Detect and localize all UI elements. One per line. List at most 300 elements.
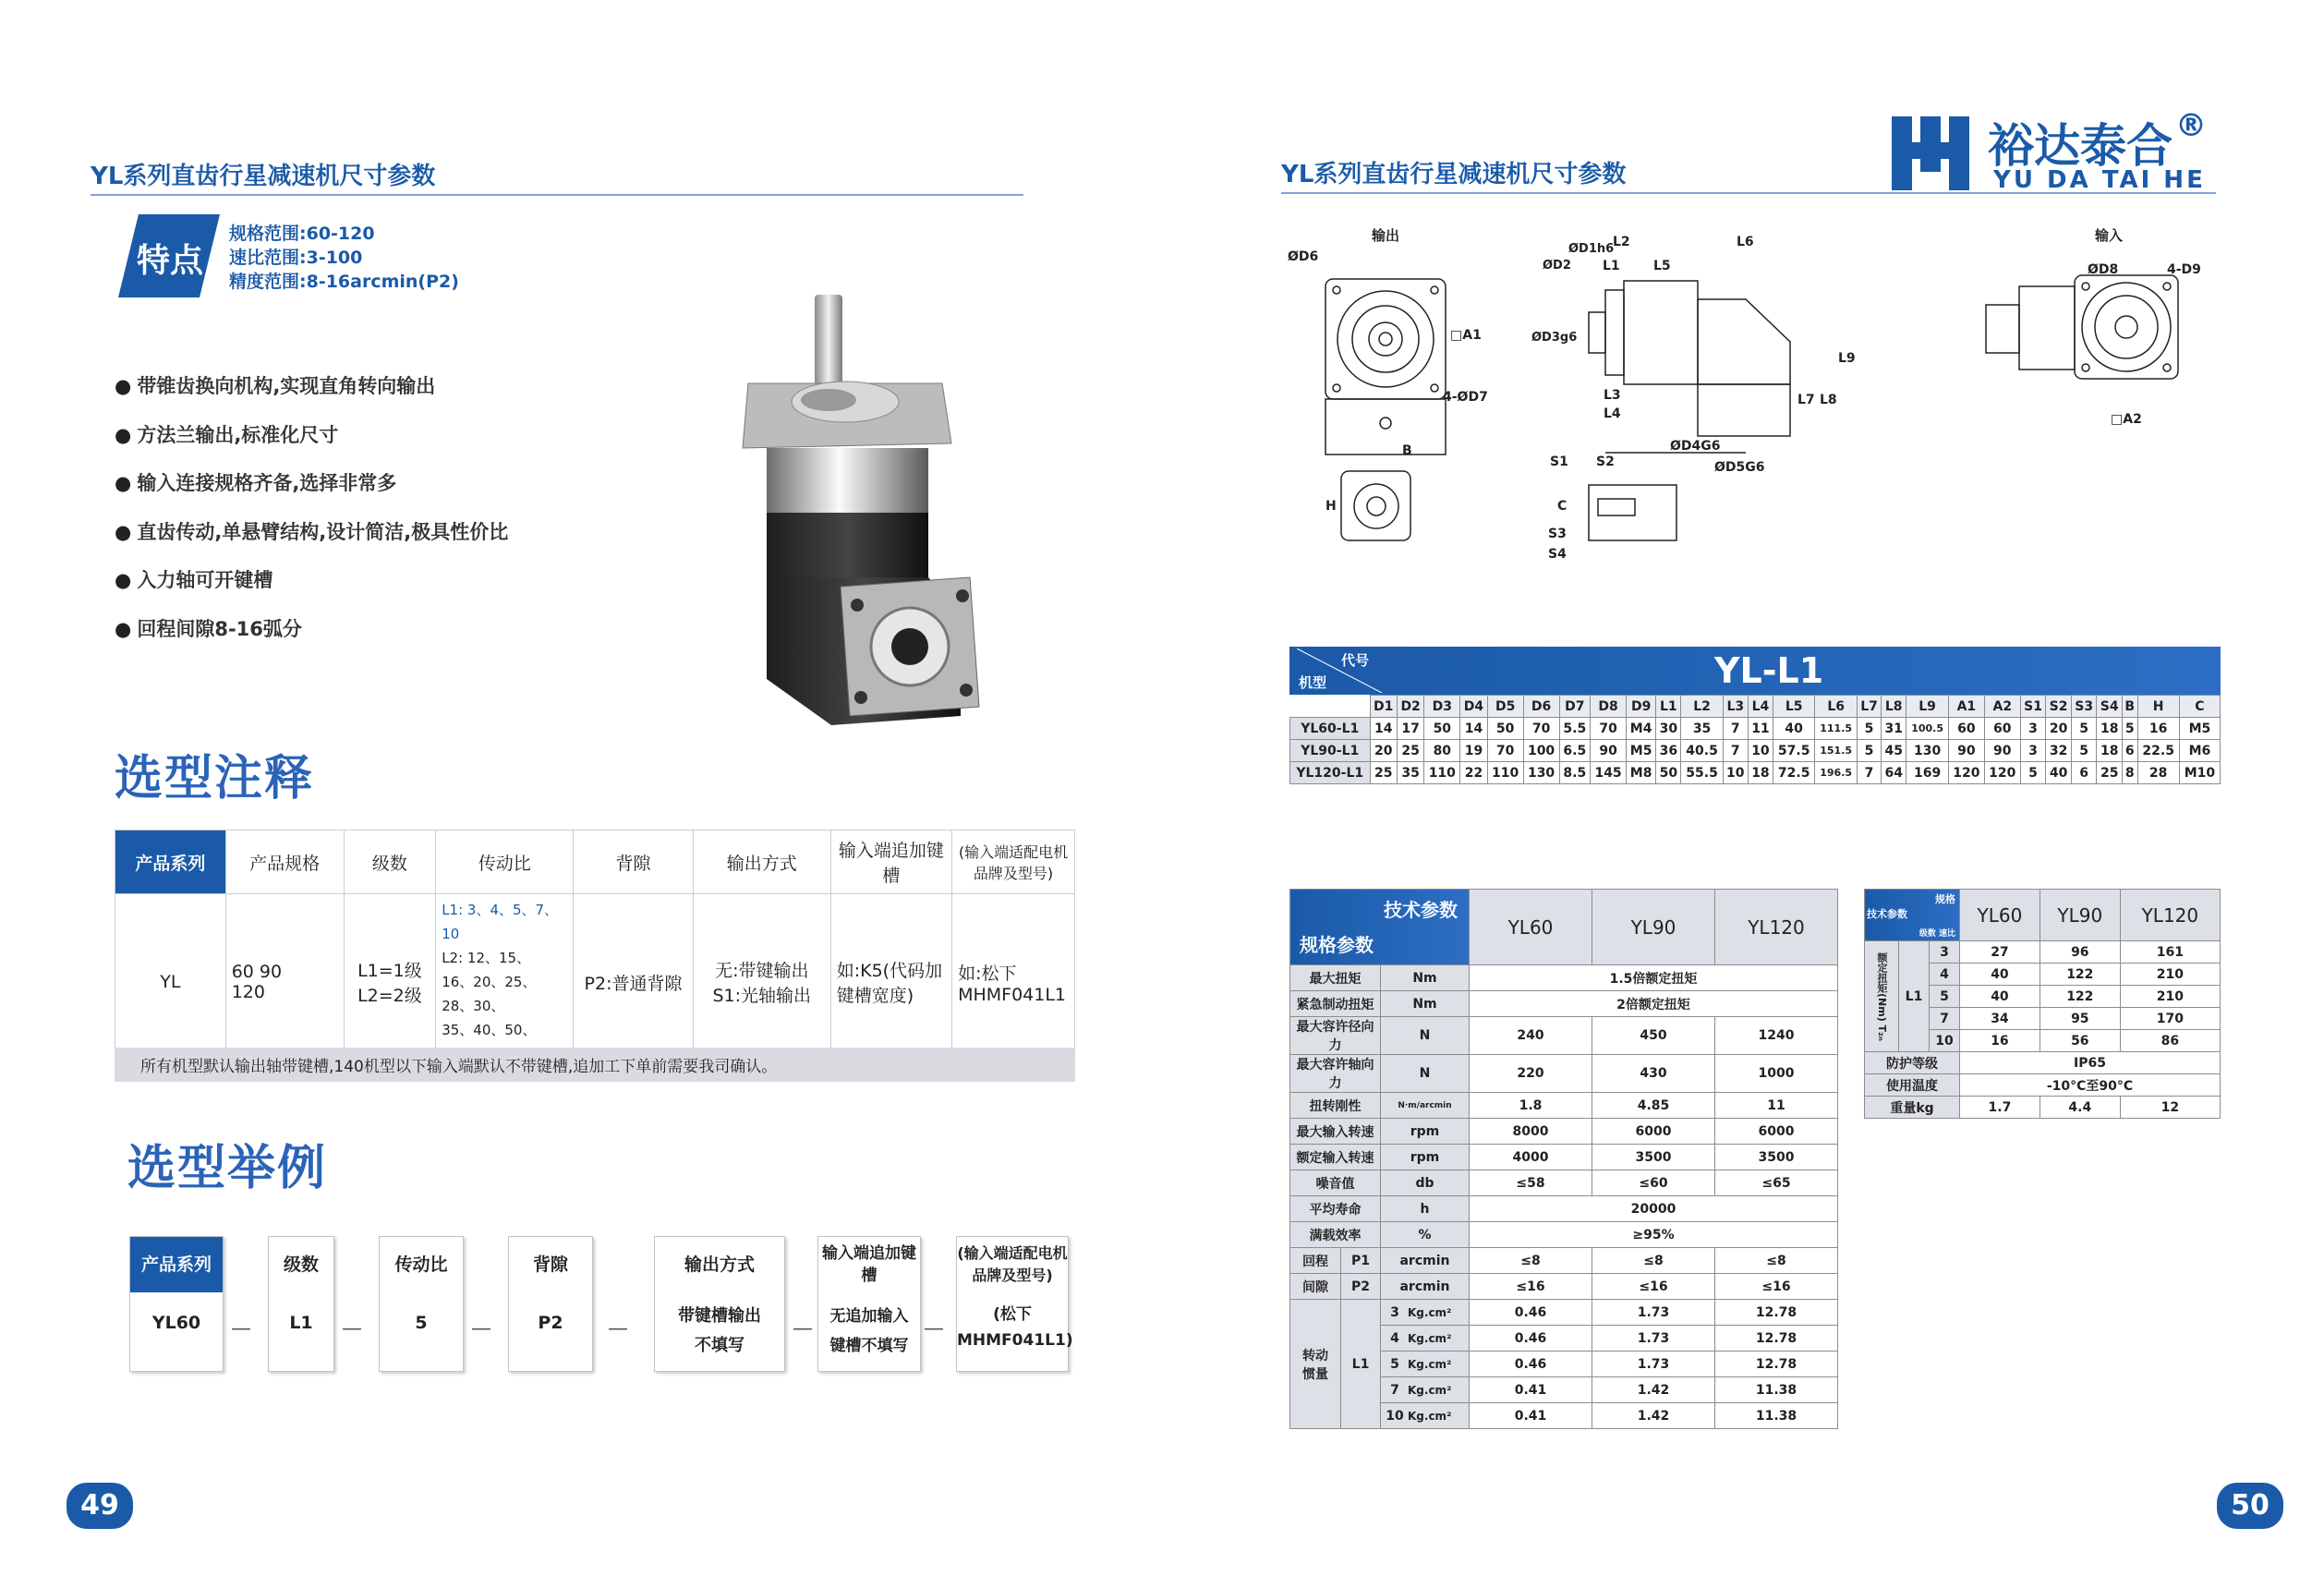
dims-cell: 18 xyxy=(2097,740,2123,762)
tech-merged-value: 2倍额定扭矩 xyxy=(1470,991,1838,1017)
tech-row xyxy=(1290,1222,1838,1248)
tech2-value: 96 xyxy=(2040,941,2120,964)
dims-cell: 130 xyxy=(1906,740,1949,762)
dims-cell: 32 xyxy=(2046,740,2072,762)
tech-inertia-ratio-unit xyxy=(1381,1326,1470,1352)
product-image xyxy=(730,291,1007,734)
example-motor-box xyxy=(956,1236,1073,1372)
tech2-corner-top: 规格 xyxy=(1935,893,1955,905)
tech2-value: 210 xyxy=(2120,986,2220,1008)
tech2-merged-row xyxy=(1865,1052,2221,1074)
tech-value: 12.78 xyxy=(1715,1326,1838,1352)
dims-col-header: D4 xyxy=(1460,696,1487,718)
tech-value: 1240 xyxy=(1715,1017,1838,1055)
example-stage-box xyxy=(268,1236,334,1372)
sel-keyway: 如:K5(代码加键槽宽度) xyxy=(830,894,951,1071)
example-value: P2 xyxy=(538,1313,563,1333)
example-separator: — xyxy=(342,1317,362,1340)
sel-header: 级数 xyxy=(344,830,436,894)
tech-param-name: 紧急制动扭矩 xyxy=(1290,991,1381,1017)
dims-header-spacer xyxy=(1290,696,1371,718)
tech2-value: 170 xyxy=(2120,1008,2220,1030)
sel-header: 产品系列 xyxy=(115,830,226,894)
label-s3: S3 xyxy=(1548,527,1567,541)
tech-inertia-stage: L1 xyxy=(1341,1300,1381,1429)
tech-param-name: 最大容许径向力 xyxy=(1290,1017,1381,1055)
dims-cell: 14 xyxy=(1370,718,1397,740)
tech-value: 1.73 xyxy=(1592,1300,1715,1326)
feature-ratio-range: 速比范围:3-100 xyxy=(229,248,363,268)
label-input: 输入 xyxy=(2095,227,2124,244)
dims-col-header: A1 xyxy=(1948,696,1984,718)
tech2-corner-sub: 级数 速比 xyxy=(1919,929,1955,939)
label-l3: L3 xyxy=(1604,388,1621,403)
dims-cell: 64 xyxy=(1882,762,1906,784)
dims-col-header: D9 xyxy=(1627,696,1656,718)
tech-value: 1.42 xyxy=(1592,1403,1715,1429)
selection-table xyxy=(115,830,1075,1071)
bullet-item: ● 入力轴可开键槽 xyxy=(115,556,508,605)
example-header: 输入端追加键槽 xyxy=(822,1244,916,1285)
dims-table-title: YL-L1 xyxy=(1714,650,1824,691)
dims-cell: 25 xyxy=(1397,740,1423,762)
label-output: 输出 xyxy=(1372,227,1400,244)
tech-backlash-group: 回程 xyxy=(1290,1248,1341,1274)
label-l8: L8 xyxy=(1820,393,1837,407)
example-value: (松下 MHMF041L1) xyxy=(957,1305,1073,1350)
tech-value: ≤8 xyxy=(1715,1248,1838,1274)
dims-cell: 169 xyxy=(1906,762,1949,784)
tech-row xyxy=(1290,1119,1838,1145)
dims-cell: 40.5 xyxy=(1681,740,1723,762)
left-title-rule xyxy=(91,194,1023,196)
dims-table-title-bar xyxy=(1289,647,2221,695)
brand-reg-mark: ® xyxy=(2175,107,2207,144)
tech-param-name: 满载效率 xyxy=(1290,1222,1381,1248)
tech-param-name: 额定输入转速 xyxy=(1290,1145,1381,1170)
dims-col-header: L3 xyxy=(1723,696,1748,718)
tech2-value: 27 xyxy=(1960,941,2040,964)
label-l9: L9 xyxy=(1838,351,1856,366)
dims-col-header: D1 xyxy=(1370,696,1397,718)
tech-param-unit: Kg.cm² xyxy=(1408,1409,1452,1423)
selection-notes-title: 选型注释 xyxy=(115,751,315,806)
example-separator: — xyxy=(793,1317,813,1340)
tech2-corner-mid: 技术参数 xyxy=(1867,908,1907,920)
tech-param-unit: N xyxy=(1381,1017,1470,1055)
dims-col-header: D8 xyxy=(1591,696,1627,718)
tech-row xyxy=(1290,965,1838,991)
tech2-stage: L1 xyxy=(1899,941,1930,1052)
tech-model-header: YL90 xyxy=(1592,890,1715,965)
dims-col-header: L4 xyxy=(1748,696,1773,718)
dims-cell: 18 xyxy=(1748,762,1773,784)
tech2-value: 56 xyxy=(2040,1030,2120,1052)
tech-value: 3500 xyxy=(1715,1145,1838,1170)
label-d2: ØD2 xyxy=(1543,259,1571,273)
bullet-item: ● 直齿传动,单悬臂结构,设计简洁,极具性价比 xyxy=(115,508,508,557)
dims-col-header: L6 xyxy=(1815,696,1858,718)
dims-cell: 110 xyxy=(1487,762,1523,784)
dims-cell: 90 xyxy=(1948,740,1984,762)
label-l1: L1 xyxy=(1603,259,1620,273)
dimension-drawing xyxy=(1275,222,2226,573)
label-a1: □A1 xyxy=(1450,328,1482,343)
label-c: C xyxy=(1557,499,1567,514)
label-d9: 4-D9 xyxy=(2167,262,2201,277)
dims-cell: 19 xyxy=(1460,740,1487,762)
dims-cell: 7 xyxy=(1723,718,1748,740)
tech-inertia-row xyxy=(1290,1300,1838,1326)
example-value: L1 xyxy=(289,1313,313,1333)
dims-col-header: L8 xyxy=(1882,696,1906,718)
tech-value: 4000 xyxy=(1470,1145,1592,1170)
dims-model: YL90-L1 xyxy=(1290,740,1371,762)
sel-backlash: P2:普通背隙 xyxy=(574,894,694,1071)
dims-cell: 5 xyxy=(2071,740,2097,762)
tech-backlash-group: 间隙 xyxy=(1290,1274,1341,1300)
features-badge-label: 特点 xyxy=(137,242,204,280)
tech-value: ≤16 xyxy=(1470,1274,1592,1300)
dims-cell: 50 xyxy=(1487,718,1523,740)
dims-cell: 14 xyxy=(1460,718,1487,740)
tech-value: 1.8 xyxy=(1470,1093,1592,1119)
dims-cell: 70 xyxy=(1591,718,1627,740)
tech-param-unit: Nm xyxy=(1381,991,1470,1017)
label-b: B xyxy=(1402,443,1412,458)
example-separator: — xyxy=(608,1317,628,1340)
bullet-item: ● 方法兰输出,标准化尺寸 xyxy=(115,411,508,460)
tech2-torque-label: 额定扭矩(Nm) T₂ₙ xyxy=(1865,941,1899,1052)
feature-precision-range: 精度范围:8-16arcmin(P2) xyxy=(229,272,459,292)
tech2-table xyxy=(1864,889,2221,1119)
sel-header: 传动比 xyxy=(436,830,574,894)
tech-param-unit: rpm xyxy=(1381,1145,1470,1170)
dims-cell: 100.5 xyxy=(1906,718,1949,740)
tech-param-name: 平均寿命 xyxy=(1290,1196,1381,1222)
dims-cell: 120 xyxy=(1948,762,1984,784)
dims-cell: 5 xyxy=(1857,718,1881,740)
dims-table-wrap xyxy=(1289,647,2221,784)
tech2-value: 34 xyxy=(1960,1008,2040,1030)
tech2-ratio: 10 xyxy=(1930,1030,1960,1052)
dims-col-header: C xyxy=(2179,696,2220,718)
dims-cell: 8 xyxy=(2123,762,2138,784)
selection-note: 所有机型默认输出轴带键槽,140机型以下输入端默认不带键槽,追加工下单前需要我司确认。 xyxy=(115,1048,1075,1082)
tech2-merged-row xyxy=(1865,1074,2221,1097)
dims-cell: 35 xyxy=(1681,718,1723,740)
tech-row xyxy=(1290,991,1838,1017)
tech-value: 1.73 xyxy=(1592,1326,1715,1352)
dims-cell: 25 xyxy=(2097,762,2123,784)
dims-col-header: A2 xyxy=(1984,696,2020,718)
tech-value: 430 xyxy=(1592,1055,1715,1093)
tech-value: ≤16 xyxy=(1715,1274,1838,1300)
tech2-value: 122 xyxy=(2040,986,2120,1008)
tech-param-name: 最大输入转速 xyxy=(1290,1119,1381,1145)
left-page-number: 49 xyxy=(67,1483,133,1529)
label-d5: ØD5G6 xyxy=(1714,460,1765,475)
dims-cell: 130 xyxy=(1523,762,1559,784)
tech2-value: 1.7 xyxy=(1960,1097,2040,1119)
dims-col-header: S4 xyxy=(2097,696,2123,718)
tech-model-header: YL120 xyxy=(1715,890,1838,965)
tech-param-unit: arcmin xyxy=(1381,1274,1470,1300)
tech-param-unit: % xyxy=(1381,1222,1470,1248)
dims-cell: 20 xyxy=(2046,718,2072,740)
tech-param-unit: N xyxy=(1381,1055,1470,1093)
dims-cell: 5 xyxy=(2020,762,2046,784)
tech-param-unit: Kg.cm² xyxy=(1408,1305,1452,1319)
tech-value: 11.38 xyxy=(1715,1403,1838,1429)
tech-table xyxy=(1289,889,1838,1429)
dims-cell: M5 xyxy=(2179,718,2220,740)
tech2-model-header: YL90 xyxy=(2040,890,2120,941)
left-section-title: YL系列直齿行星减速机尺寸参数 xyxy=(91,163,436,190)
tech2-weight-row xyxy=(1865,1097,2221,1119)
dims-cell: 22 xyxy=(1460,762,1487,784)
tech-inertia-ratio: 4 xyxy=(1390,1330,1399,1346)
dims-cell: 40 xyxy=(2046,762,2072,784)
example-value: 无追加输入 键槽不填写 xyxy=(829,1307,909,1355)
tech2-row-label: 防护等级 xyxy=(1865,1052,1960,1074)
brand-logo-mark xyxy=(1884,109,1977,196)
dims-cell: 111.5 xyxy=(1815,718,1858,740)
example-header: 产品系列 xyxy=(130,1237,223,1292)
label-s2: S2 xyxy=(1596,455,1615,469)
tech-backlash-row xyxy=(1290,1248,1838,1274)
tech-value: 0.46 xyxy=(1470,1352,1592,1377)
label-d1: ØD1h6 xyxy=(1568,242,1615,256)
dims-cell: 5 xyxy=(2123,718,2138,740)
tech-value: ≤58 xyxy=(1470,1170,1592,1196)
dims-cell: 55.5 xyxy=(1681,762,1723,784)
dims-cell: 31 xyxy=(1882,718,1906,740)
tech-value: ≤8 xyxy=(1592,1248,1715,1274)
dims-col-header: L2 xyxy=(1681,696,1723,718)
tech-param-name: 扭转刚性 xyxy=(1290,1093,1381,1119)
tech2-torque-row xyxy=(1865,941,2221,964)
tech-value: 11.38 xyxy=(1715,1377,1838,1403)
dims-corner-bottom: 机型 xyxy=(1299,674,1327,691)
dims-cell: 35 xyxy=(1397,762,1423,784)
tech-value: 1.73 xyxy=(1592,1352,1715,1377)
dims-col-header: B xyxy=(2123,696,2138,718)
example-header: 传动比 xyxy=(394,1255,448,1275)
dims-cell: 7 xyxy=(1723,740,1748,762)
tech-row xyxy=(1290,1170,1838,1196)
dims-cell: 50 xyxy=(1656,762,1681,784)
dims-cell: 60 xyxy=(1984,718,2020,740)
sel-header: (输入端适配电机品牌及型号) xyxy=(952,830,1075,894)
tech-inertia-ratio-unit xyxy=(1381,1377,1470,1403)
tech-inertia-ratio: 5 xyxy=(1390,1356,1399,1372)
tech-param-name: 最大容许轴向力 xyxy=(1290,1055,1381,1093)
tech-value: 11 xyxy=(1715,1093,1838,1119)
tech-merged-value: ≥95% xyxy=(1470,1222,1838,1248)
tech2-corner xyxy=(1865,890,1960,941)
tech-corner-top: 技术参数 xyxy=(1384,899,1458,921)
dims-col-header: H xyxy=(2137,696,2179,718)
dims-corner-top: 代号 xyxy=(1341,652,1370,669)
tech2-value: 210 xyxy=(2120,964,2220,986)
tech-backlash-row xyxy=(1290,1274,1838,1300)
tech2-ratio: 7 xyxy=(1930,1008,1960,1030)
dims-cell: 5 xyxy=(2071,718,2097,740)
label-d4: ØD4G6 xyxy=(1670,439,1721,454)
tech-inertia-ratio: 7 xyxy=(1390,1382,1399,1398)
tech-param-name: 噪音值 xyxy=(1290,1170,1381,1196)
tech-inertia-ratio: 10 xyxy=(1386,1408,1404,1424)
tech2-value: 4.4 xyxy=(2040,1097,2120,1119)
dims-row xyxy=(1290,740,2221,762)
dims-col-header: D2 xyxy=(1397,696,1423,718)
dims-cell: 120 xyxy=(1984,762,2020,784)
tech2-value: 161 xyxy=(2120,941,2220,964)
tech2-ratio: 5 xyxy=(1930,986,1960,1008)
label-h: H xyxy=(1325,499,1337,514)
dims-cell: M5 xyxy=(1627,740,1656,762)
tech-value: 240 xyxy=(1470,1017,1592,1055)
features-badge xyxy=(118,214,220,297)
tech-corner xyxy=(1290,890,1470,965)
label-d7: 4-ØD7 xyxy=(1443,390,1488,405)
tech2-value: 16 xyxy=(1960,1030,2040,1052)
dims-cell: 151.5 xyxy=(1815,740,1858,762)
dims-col-header: S1 xyxy=(2020,696,2046,718)
tech-param-unit: h xyxy=(1381,1196,1470,1222)
tech-inertia-ratio-unit xyxy=(1381,1403,1470,1429)
label-s1: S1 xyxy=(1550,455,1568,469)
dims-cell: 22.5 xyxy=(2137,740,2179,762)
tech-value: 450 xyxy=(1592,1017,1715,1055)
dims-cell: 20 xyxy=(1370,740,1397,762)
dims-cell: 30 xyxy=(1656,718,1681,740)
dims-cell: 6.5 xyxy=(1559,740,1591,762)
example-ratio-box xyxy=(379,1236,464,1372)
bullet-item: ● 回程间隙8-16弧分 xyxy=(115,605,508,654)
dims-cell: 70 xyxy=(1523,718,1559,740)
dims-cell: 57.5 xyxy=(1773,740,1815,762)
dims-cell: M4 xyxy=(1627,718,1656,740)
dims-cell: 17 xyxy=(1397,718,1423,740)
tech2-value: 86 xyxy=(2120,1030,2220,1052)
bullet-item: ● 输入连接规格齐备,选择非常多 xyxy=(115,459,508,508)
tech-value: 220 xyxy=(1470,1055,1592,1093)
tech2-value: 122 xyxy=(2040,964,2120,986)
dims-cell: 100 xyxy=(1523,740,1559,762)
tech2-model-header: YL120 xyxy=(2120,890,2220,941)
example-separator: — xyxy=(231,1317,251,1340)
tech-param-unit: Kg.cm² xyxy=(1408,1383,1452,1397)
dims-cell: 11 xyxy=(1748,718,1773,740)
dims-cell: 70 xyxy=(1487,740,1523,762)
tech-backlash-level: P1 xyxy=(1341,1248,1381,1274)
tech2-merged-value: -10°C至90°C xyxy=(1960,1074,2221,1097)
example-value: 带键槽输出 不填写 xyxy=(678,1306,761,1355)
tech-param-unit: Nm xyxy=(1381,965,1470,991)
example-output-box xyxy=(654,1236,785,1372)
tech-value: 4.85 xyxy=(1592,1093,1715,1119)
dims-col-header: L9 xyxy=(1906,696,1949,718)
dims-cell: 3 xyxy=(2020,740,2046,762)
tech-value: ≤60 xyxy=(1592,1170,1715,1196)
tech-value: 12.78 xyxy=(1715,1300,1838,1326)
dims-cell: M6 xyxy=(2179,740,2220,762)
right-page-number: 50 xyxy=(2217,1483,2283,1529)
sel-spec: 60 90 120 xyxy=(225,894,344,1071)
tech-param-unit: rpm xyxy=(1381,1119,1470,1145)
label-d6: ØD6 xyxy=(1288,249,1319,264)
label-l6: L6 xyxy=(1737,235,1754,249)
label-l7: L7 xyxy=(1797,393,1815,407)
label-l5: L5 xyxy=(1653,259,1671,273)
example-header: 级数 xyxy=(283,1255,319,1275)
label-s4: S4 xyxy=(1548,547,1567,562)
sel-header: 输出方式 xyxy=(693,830,830,894)
sel-header: 背隙 xyxy=(574,830,694,894)
tech2-row-label: 重量kg xyxy=(1865,1097,1960,1119)
dims-cell: 10 xyxy=(1723,762,1748,784)
dims-cell: 18 xyxy=(2097,718,2123,740)
dims-cell: 25 xyxy=(1370,762,1397,784)
tech-param-unit: db xyxy=(1381,1170,1470,1196)
tech2-model-header: YL60 xyxy=(1960,890,2040,941)
sel-stages: L1=1级 L2=2级 xyxy=(344,894,436,1071)
dims-cell: M10 xyxy=(2179,762,2220,784)
sel-ratio-l2: L2: 12、15、 16、20、25、28、30、 35、40、50、 xyxy=(442,950,537,1038)
tech2-value: 40 xyxy=(1960,986,2040,1008)
dims-cell: 6 xyxy=(2123,740,2138,762)
tech2-merged-value: IP65 xyxy=(1960,1052,2221,1074)
tech-backlash-level: P2 xyxy=(1341,1274,1381,1300)
dims-corner xyxy=(1297,649,1382,693)
sel-output: 无:带键输出 S1:光轴输出 xyxy=(693,894,830,1071)
tech-model-header: YL60 xyxy=(1470,890,1592,965)
dims-cell: 10 xyxy=(1748,740,1773,762)
dims-cell: 6 xyxy=(2071,762,2097,784)
tech-row xyxy=(1290,1196,1838,1222)
tech-value: 8000 xyxy=(1470,1119,1592,1145)
tech2-row-label: 使用温度 xyxy=(1865,1074,1960,1097)
example-backlash-box xyxy=(508,1236,593,1372)
dims-col-header: L7 xyxy=(1857,696,1881,718)
example-separator: — xyxy=(471,1317,491,1340)
dims-cell: 72.5 xyxy=(1773,762,1815,784)
dims-cell: 45 xyxy=(1882,740,1906,762)
tech-inertia-group-line: 惯量 xyxy=(1302,1366,1328,1382)
tech-value: 0.41 xyxy=(1470,1403,1592,1429)
tech-inertia-group-line: 转动 xyxy=(1302,1348,1328,1364)
tech-value: ≤8 xyxy=(1470,1248,1592,1274)
tech-value: 6000 xyxy=(1592,1119,1715,1145)
tech2-value: 95 xyxy=(2040,1008,2120,1030)
example-series-box xyxy=(129,1236,224,1372)
tech-param-name: 最大扭矩 xyxy=(1290,965,1381,991)
dims-cell: 28 xyxy=(2137,762,2179,784)
dims-cell: 50 xyxy=(1424,718,1460,740)
tech-param-unit: N·m/arcmin xyxy=(1381,1093,1470,1119)
tech-param-unit: Kg.cm² xyxy=(1408,1357,1452,1371)
dims-col-header: S2 xyxy=(2046,696,2072,718)
tech-row xyxy=(1290,1093,1838,1119)
bullet-list xyxy=(115,362,508,653)
bullet-item: ● 带锥齿换向机构,实现直角转向输出 xyxy=(115,362,508,411)
dims-col-header: D5 xyxy=(1487,696,1523,718)
dims-model: YL60-L1 xyxy=(1290,718,1371,740)
sel-header: 产品规格 xyxy=(225,830,344,894)
label-d8: ØD8 xyxy=(2088,262,2119,277)
